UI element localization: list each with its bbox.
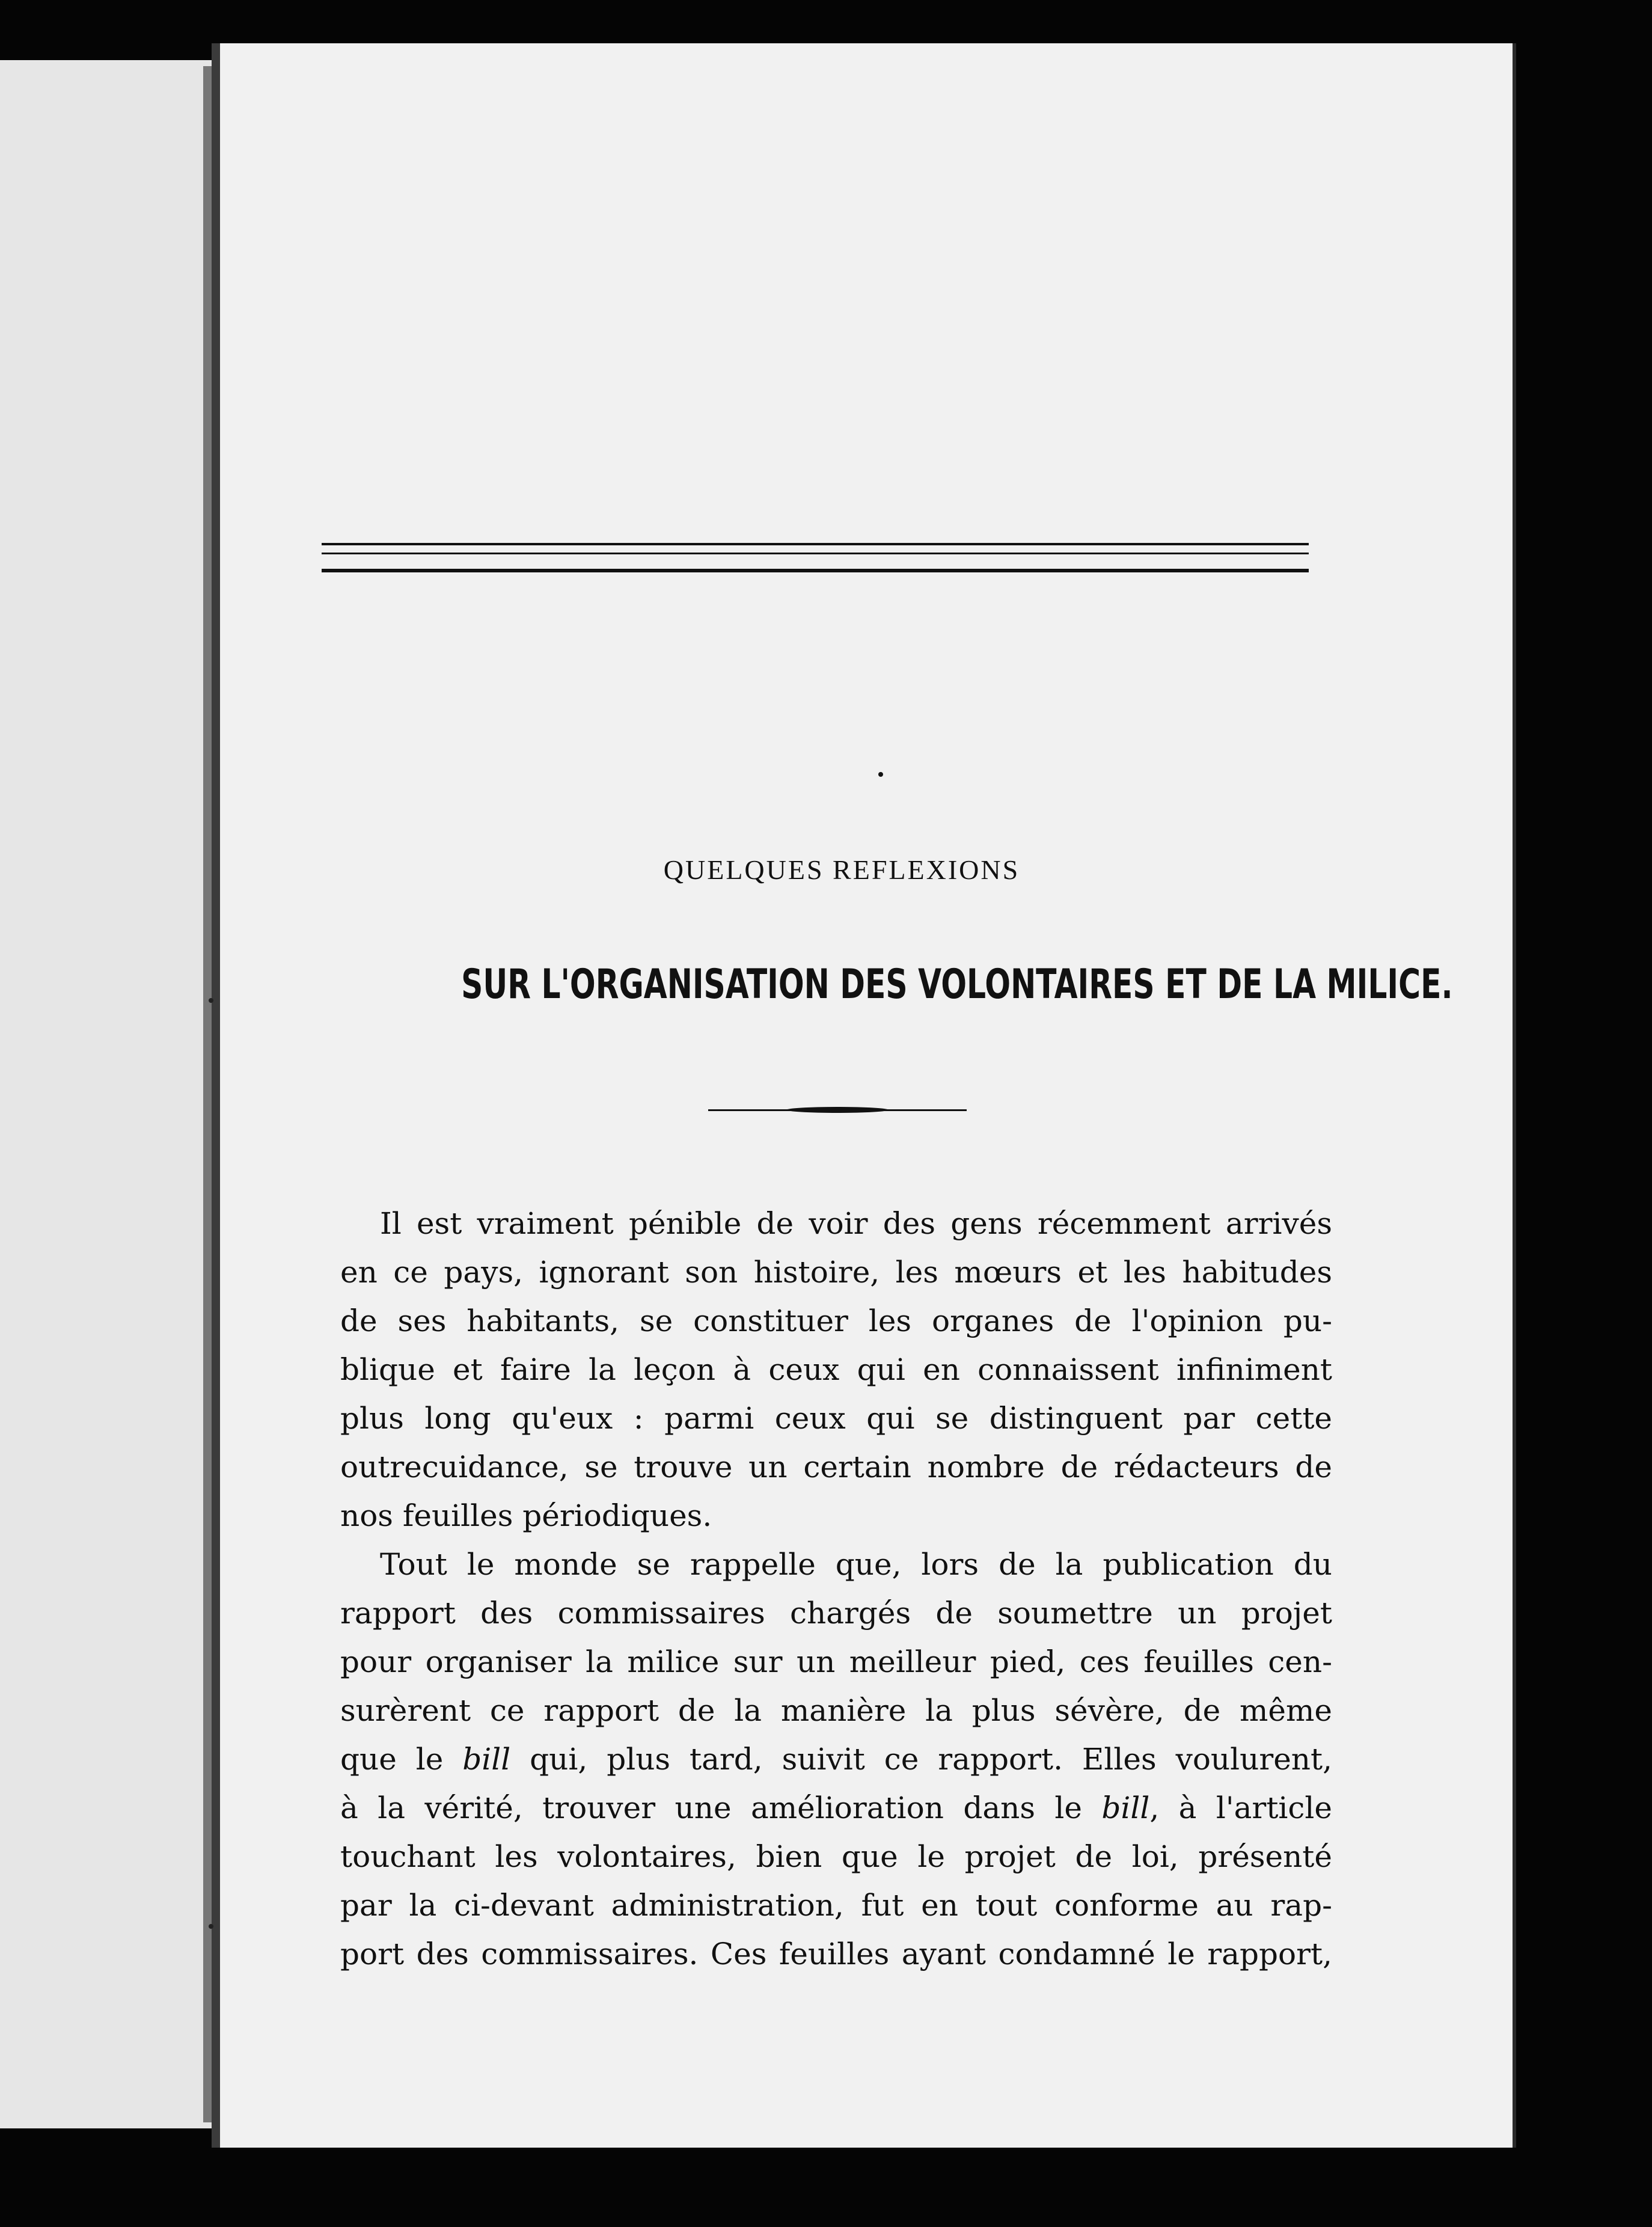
top-rule (322, 553, 1309, 554)
printer-dot (878, 772, 883, 777)
text-line: rapport des commissaires chargés de soumettre un projet (340, 1596, 1332, 1631)
text-run: , à l'article (1149, 1790, 1332, 1825)
body-text (340, 1199, 1332, 1979)
ornament-center (786, 1107, 889, 1113)
top-rule-thick (322, 569, 1309, 572)
text-line: Il est vraiment pénible de voir des gens récemment arrivés (380, 1206, 1332, 1241)
text-line (340, 1686, 1332, 1735)
heading-small: QUELQUES REFLEXIONS (663, 854, 1020, 885)
text-line: Tout le monde se rappelle que, lors de la publication du (380, 1547, 1332, 1582)
text-line: touchant les volontaires, bien que le projet de loi, présenté (340, 1839, 1332, 1874)
text-line: de ses habitants, se constituer les organes de l'opinion pu- (340, 1303, 1332, 1338)
italic-term: bill (1101, 1790, 1150, 1825)
text-line: blique et faire la leçon à ceux qui en connaissent infiniment (340, 1352, 1332, 1387)
text-line: port des commissaires. Ces feuilles ayant condamné le rapport, (340, 1937, 1332, 1971)
heading-large: SUR L'ORGANISATION DES VOLONTAIRES ET DE LA MILICE. (461, 961, 1453, 1008)
speck (209, 998, 213, 1003)
text-line: pour organiser la milice sur un meilleur pied, ces feuilles cen- (340, 1644, 1332, 1679)
text-line: plus long qu'eux : parmi ceux qui se distinguent par cette (340, 1401, 1332, 1436)
text-run: à la vérité, trouver une amélioration dans le (340, 1790, 1102, 1825)
speck (209, 1924, 213, 1929)
text-line (340, 1735, 1332, 1784)
text-line: par la ci-devant administration, fut en tout conforme au rap- (340, 1888, 1332, 1923)
text-line: outrecuidance, se trouve un certain nombre de rédacteurs de (340, 1450, 1332, 1484)
text-line (340, 1784, 1332, 1833)
ornamental-rule (708, 1106, 967, 1114)
left-page (0, 60, 231, 2128)
text-line: nos feuilles périodiques. (340, 1498, 712, 1533)
text-run: surèrent ce rapport de la manière la plus sévère, de même (340, 1693, 1332, 1728)
text-line: en ce pays, ignorant son histoire, les mœurs et les habitudes (340, 1255, 1332, 1290)
text-run: que le (340, 1742, 463, 1777)
text-run: qui, plus tard, suivit ce rapport. Elles voulurent, (510, 1742, 1332, 1777)
top-rule (322, 543, 1309, 545)
italic-term: bill (462, 1742, 511, 1777)
